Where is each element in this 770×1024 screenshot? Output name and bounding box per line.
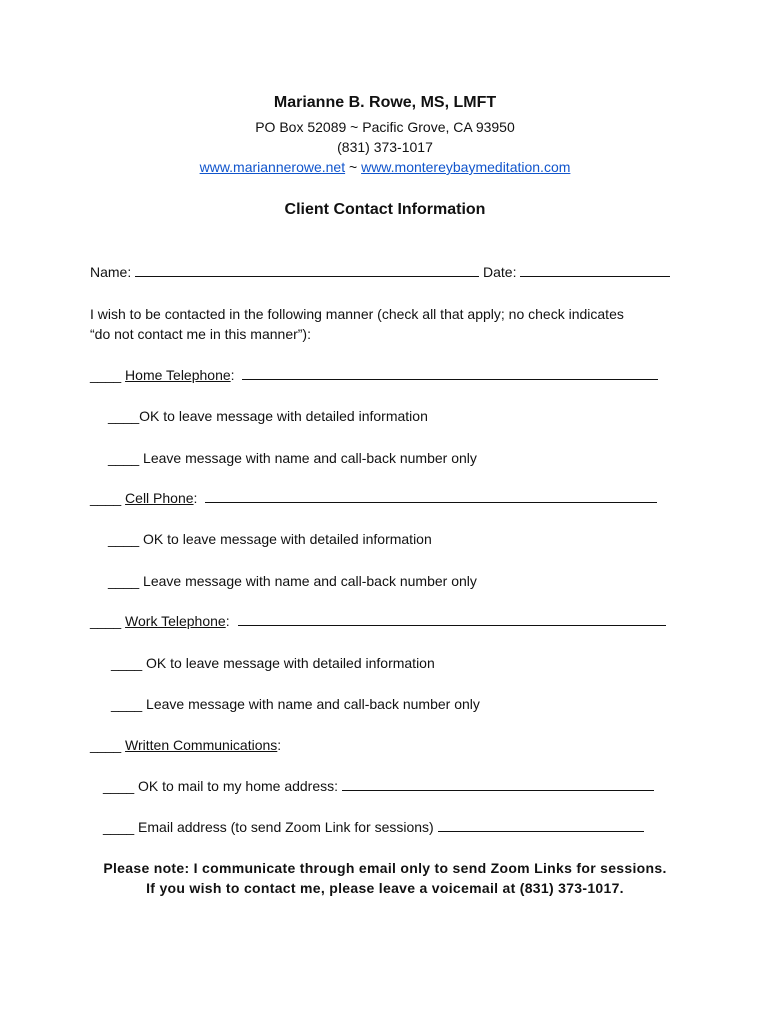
link-separator: ~ xyxy=(345,159,362,175)
cell-phone-field[interactable] xyxy=(205,490,657,503)
name-field[interactable] xyxy=(135,264,479,277)
email-field[interactable] xyxy=(438,819,644,832)
work-telephone-checkbox[interactable]: ____ xyxy=(90,613,122,629)
provider-phone: (831) 373-1017 xyxy=(337,139,433,155)
form-title: Client Contact Information xyxy=(284,201,486,218)
home-telephone-checkbox[interactable]: ____ xyxy=(90,367,122,383)
date-label: Date: xyxy=(483,264,517,280)
name-row xyxy=(90,264,670,280)
work-option-detailed xyxy=(111,655,435,671)
home-callback-checkbox[interactable]: ____ xyxy=(108,450,140,466)
cell-detailed-checkbox[interactable]: ____ xyxy=(108,531,140,547)
cell-callback-label: Leave message with name and call-back number only xyxy=(139,573,477,589)
cell-phone-row xyxy=(90,490,657,506)
written-communications-label: Written Communications xyxy=(125,737,278,753)
cell-option-detailed xyxy=(108,531,432,547)
written-option-email xyxy=(103,819,644,835)
colon: : xyxy=(230,367,235,383)
name-label: Name: xyxy=(90,264,132,280)
home-detailed-checkbox[interactable]: ____ xyxy=(108,408,140,424)
work-option-callback xyxy=(111,696,480,712)
work-detailed-checkbox[interactable]: ____ xyxy=(111,655,143,671)
work-detailed-label: OK to leave message with detailed information xyxy=(142,655,435,671)
work-callback-checkbox[interactable]: ____ xyxy=(111,696,143,712)
written-communications-row xyxy=(90,737,281,753)
cell-option-callback xyxy=(108,573,477,589)
home-telephone-field[interactable] xyxy=(242,367,658,380)
provider-address: PO Box 52089 ~ Pacific Grove, CA 93950 xyxy=(255,119,515,135)
website-link-montereybaymeditation[interactable]: www.montereybaymeditation.com xyxy=(361,159,571,175)
colon: : xyxy=(193,490,198,506)
home-telephone-row xyxy=(90,367,658,383)
note-line-2: If you wish to contact me, please leave a voicemail at (831) 373-1017. xyxy=(146,880,624,896)
website-link-mariannerowe[interactable]: www.mariannerowe.net xyxy=(199,159,346,175)
cell-phone-label: Cell Phone xyxy=(125,490,194,506)
mail-label: OK to mail to my home address: xyxy=(134,778,339,794)
colon: : xyxy=(277,737,282,753)
mail-checkbox[interactable]: ____ xyxy=(103,778,135,794)
colon: : xyxy=(225,613,230,629)
note-line-1: Please note: I communicate through email only to send Zoom Links for sessions. xyxy=(103,860,667,876)
work-telephone-row xyxy=(90,613,666,629)
website-links xyxy=(0,159,770,175)
home-option-callback xyxy=(108,450,477,466)
provider-name: Marianne B. Rowe, MS, LMFT xyxy=(273,94,497,111)
intro-line-2: “do not contact me in this manner”): xyxy=(90,326,311,342)
cell-detailed-label: OK to leave message with detailed information xyxy=(139,531,432,547)
cell-callback-checkbox[interactable]: ____ xyxy=(108,573,140,589)
email-label: Email address (to send Zoom Link for sessions) xyxy=(134,819,434,835)
home-detailed-label: OK to leave message with detailed information xyxy=(139,408,428,424)
written-communications-checkbox[interactable]: ____ xyxy=(90,737,122,753)
home-option-detailed xyxy=(108,408,428,424)
written-option-mail xyxy=(103,778,654,794)
work-telephone-label: Work Telephone xyxy=(125,613,226,629)
home-telephone-label: Home Telephone xyxy=(125,367,231,383)
date-field[interactable] xyxy=(520,264,670,277)
home-callback-label: Leave message with name and call-back number only xyxy=(139,450,477,466)
work-telephone-field[interactable] xyxy=(238,613,666,626)
home-address-field[interactable] xyxy=(342,778,654,791)
cell-phone-checkbox[interactable]: ____ xyxy=(90,490,122,506)
email-checkbox[interactable]: ____ xyxy=(103,819,135,835)
intro-line-1: I wish to be contacted in the following manner (check all that apply; no check indicates xyxy=(90,306,624,322)
work-callback-label: Leave message with name and call-back number only xyxy=(142,696,480,712)
